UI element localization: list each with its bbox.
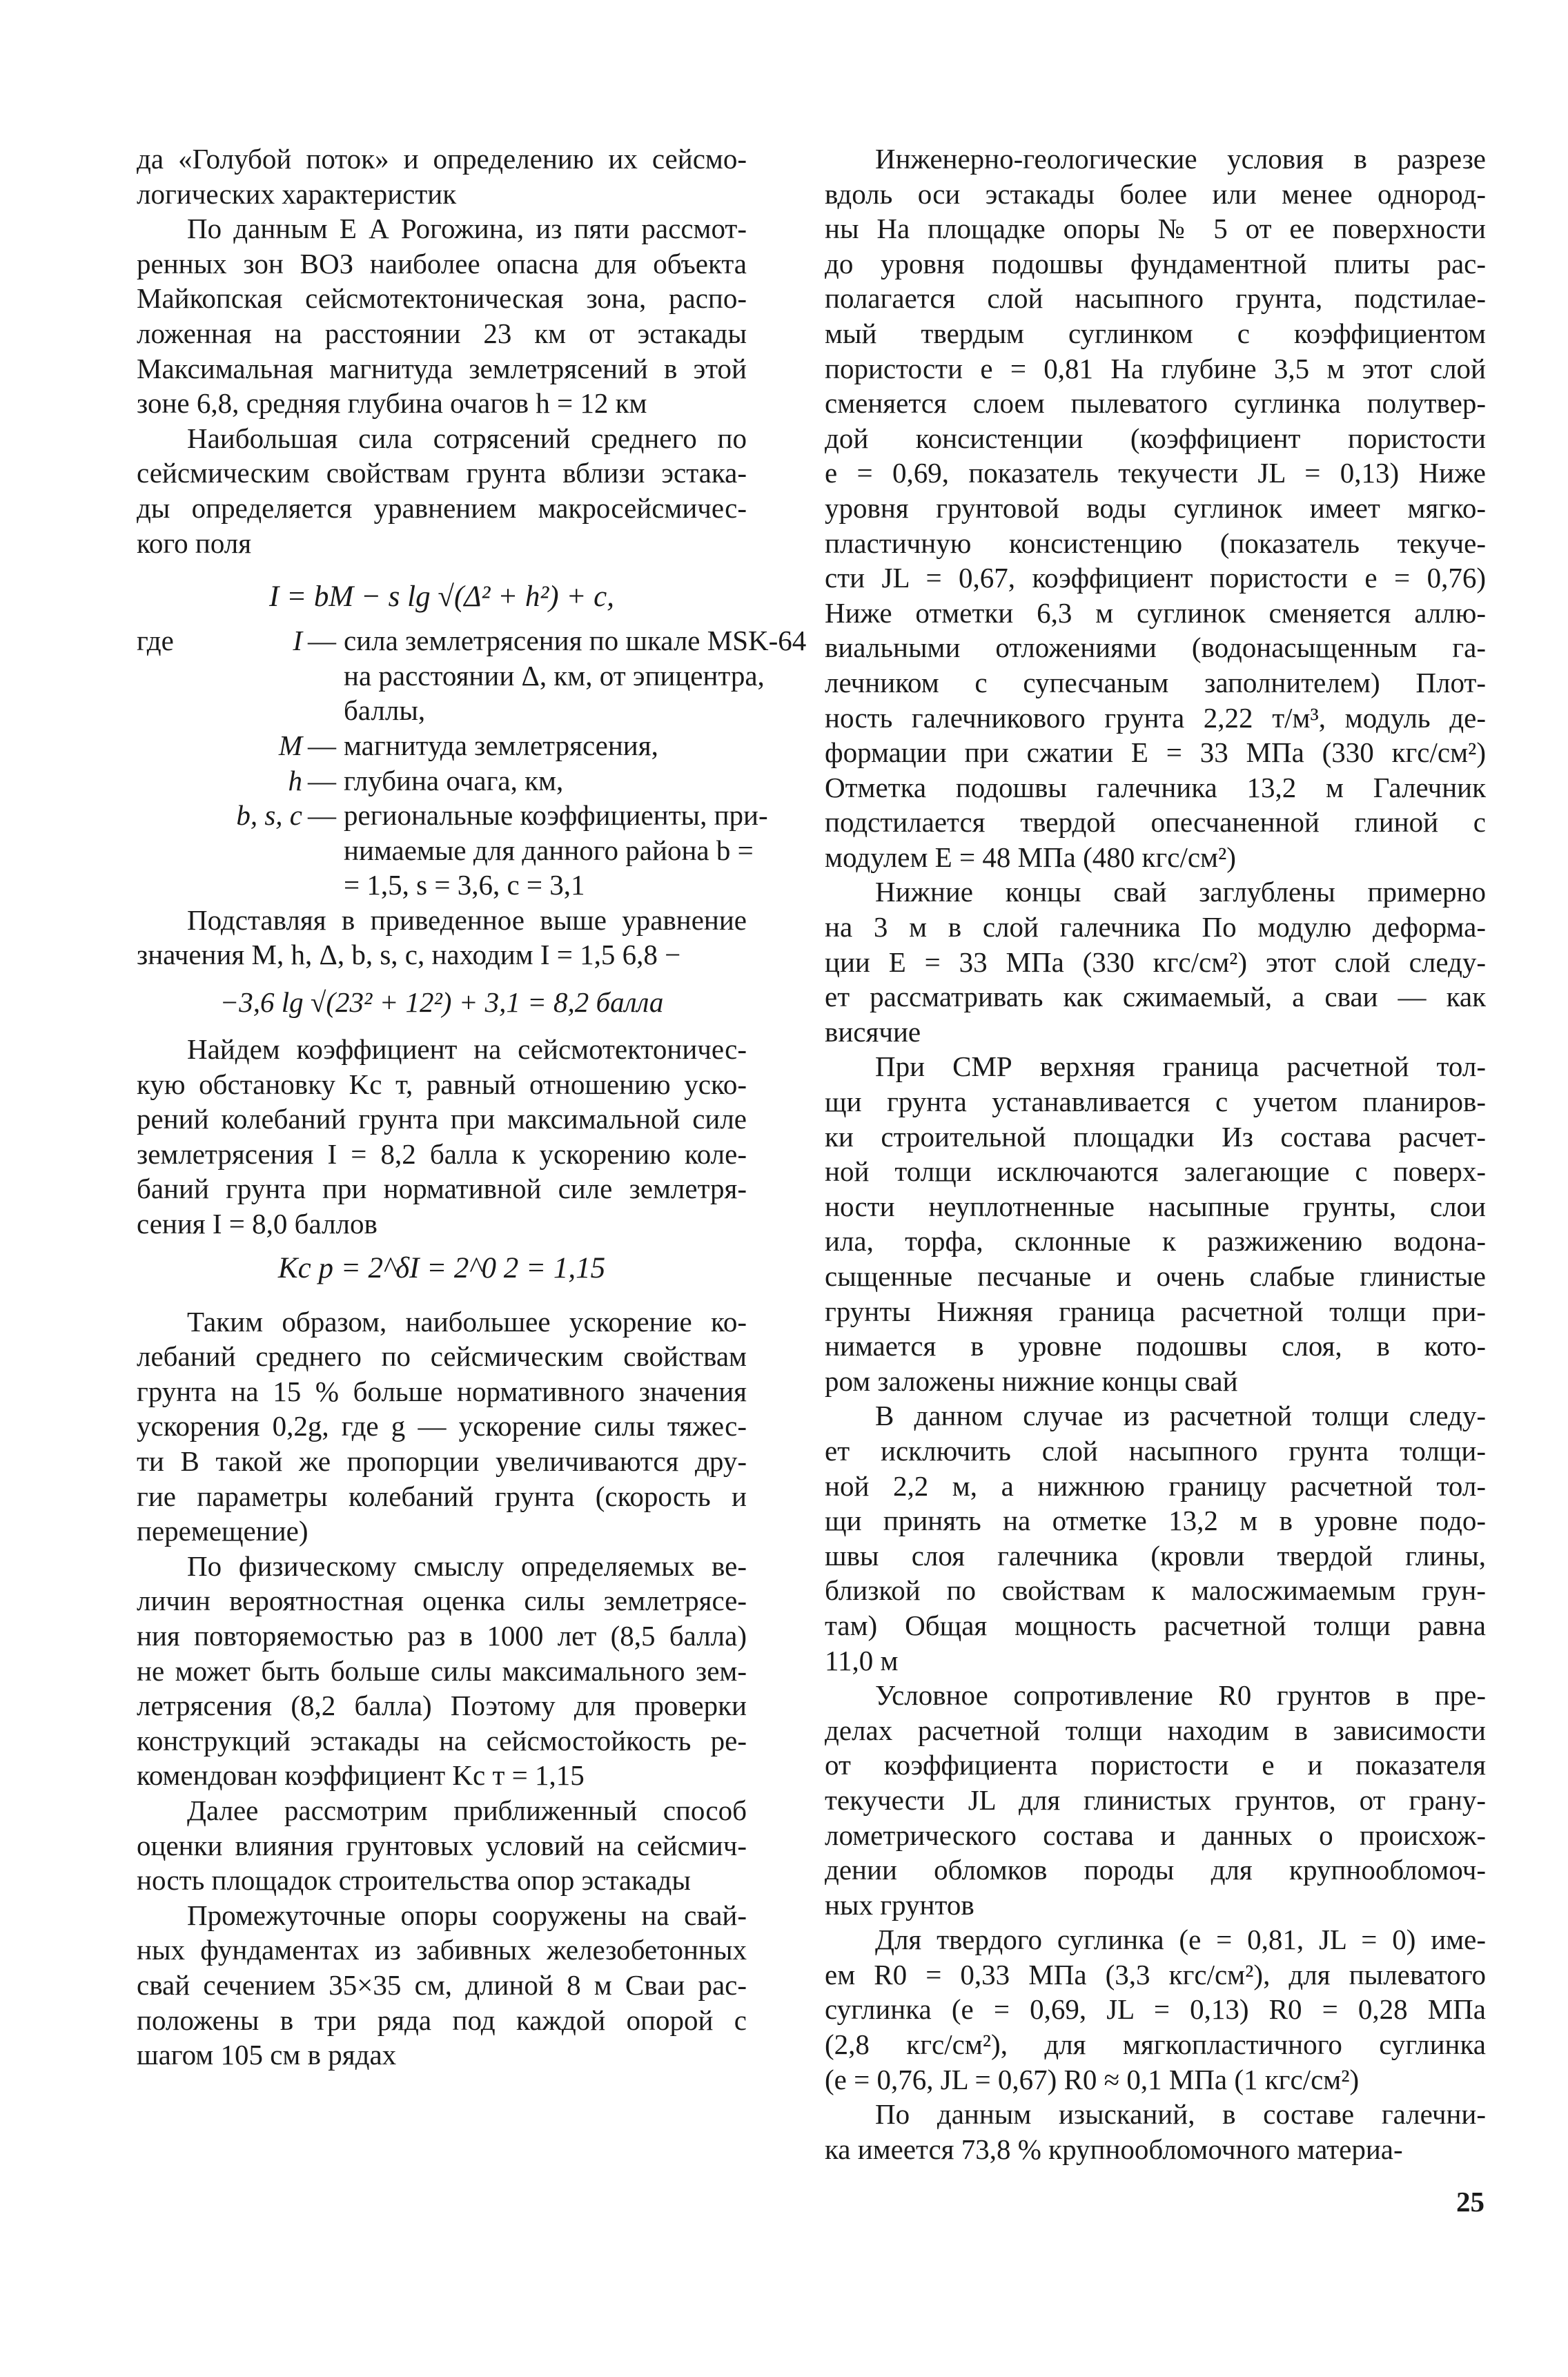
text-line: до уровня подошвы фундаментной плиты рас- — [825, 247, 1486, 280]
paragraph-rogozhin — [137, 211, 747, 421]
definition-text: сила землетрясения по шкале MSK-64 — [344, 625, 807, 657]
paragraph-max-shaking — [137, 421, 747, 560]
definition-row — [137, 728, 747, 763]
text-line: Наибольшая сила сотрясений среднего по — [187, 422, 747, 454]
text-line: лебаний среднего по сейсмическим свойствам — [137, 1340, 747, 1373]
text-line: землетрясения I = 8,2 балла к ускорению коле- — [137, 1137, 747, 1170]
text-line: ти В такой же пропорции увеличиваются дру- — [137, 1445, 747, 1477]
text-line: грунты Нижняя граница расчетной толщи при- — [825, 1295, 1486, 1327]
text-line: По данным Е А Рогожина, из пяти рассмот- — [187, 213, 747, 245]
text-line: По данным изысканий, в составе галечни- — [875, 2098, 1486, 2131]
text-line: виальными отложениями (водонасыщенным га- — [825, 632, 1486, 664]
text-line: модулем E = 48 МПа (480 кгс/см²) — [825, 841, 1236, 873]
text-line: зоне 6,8, средняя глубина очагов h = 12 км — [137, 387, 647, 420]
definitions-list — [137, 623, 807, 903]
text-line: ренных зон ВОЗ наиболее опасна для объекта — [137, 247, 747, 280]
definition-text: магнитуда землетрясения, — [344, 729, 658, 761]
text-line: там) Общая мощность расчетной толщи равна — [825, 1609, 1486, 1641]
definition-text: нимаемые для данного района b = — [344, 834, 754, 866]
text-line: уровня грунтовой воды суглинок имеет мягко- — [825, 491, 1486, 524]
paragraph-approximate-method — [137, 1793, 747, 1898]
left-column — [137, 141, 807, 2073]
definition-text: на расстоянии Δ, км, от эпицентра, — [344, 659, 765, 692]
definition-row — [137, 868, 747, 903]
definition-symbol: M — [278, 729, 302, 761]
definition-row — [137, 833, 754, 868]
text-line: полагается слой насыпного грунта, подстилае- — [825, 282, 1486, 315]
definition-symbol: b, s, c — [236, 799, 302, 832]
text-line: Найдем коэффициент на сейсмотектоничес- — [187, 1033, 747, 1066]
text-line: нимается в уровне подошвы слоя, в кото- — [825, 1330, 1486, 1362]
text-line: Условное сопротивление R0 грунтов в пре- — [875, 1679, 1486, 1712]
text-line: сыщенные песчаные и очень слабые глинистые — [825, 1260, 1486, 1292]
paragraph-coefficient — [137, 1032, 747, 1242]
text-line: кого поля — [137, 527, 252, 559]
text-line: щи принять на отметке 13,2 м в уровне подо- — [825, 1505, 1486, 1537]
formula-result: −3,6 lg √(23² + 12²) + 3,1 = 8,2 балла — [219, 986, 664, 1019]
paragraph-piles — [137, 1898, 747, 2073]
text-line: В данном случае из расчетной толщи следу- — [875, 1400, 1486, 1432]
paragraph-survey-data — [825, 2097, 1486, 2166]
text-line: гие параметры колебаний грунта (скорость и — [137, 1480, 747, 1512]
text-line: ции E = 33 МПа (330 кгс/см²) этот слой следу- — [825, 946, 1486, 978]
text-line: лометрического состава и данных о происхож- — [825, 1819, 1486, 1851]
text-line: ность площадок строительства опор эстакады — [137, 1864, 691, 1897]
text-line: формации при сжатии E = 33 МПа (330 кгс/см²) — [825, 736, 1486, 769]
text-line: ка имеется 73,8 % крупнообломочного материа- — [825, 2133, 1403, 2165]
text-line: Отметка подошвы галечника 13,2 м Галечник — [825, 771, 1486, 803]
text-line: делах расчетной толщи находим в зависимости — [825, 1714, 1486, 1746]
definition-text: баллы, — [344, 694, 426, 727]
text-line: ния повторяемостью раз в 1000 лет (8,5 балла) — [137, 1619, 747, 1652]
definition-row — [137, 658, 765, 694]
definition-dash: — — [308, 625, 336, 657]
definition-text: глубина очага, км, — [344, 764, 564, 796]
text-line: сения I = 8,0 баллов — [137, 1208, 378, 1240]
text-line: от коэффициента пористости e и показателя — [825, 1749, 1486, 1781]
text-line: ных грунтов — [825, 1888, 974, 1921]
text-line: 11,0 м — [825, 1644, 899, 1676]
text-line: швы слоя галечника (кровли твердой глины, — [825, 1539, 1486, 1572]
paragraph-loam-values — [825, 1922, 1486, 2097]
text-line: не может быть больше силы максимального зем- — [137, 1654, 747, 1687]
text-line: близкой по свойствам к малосжимаемым грун- — [825, 1574, 1486, 1607]
text-line: кую обстановку Kс т, равный отношению уско- — [137, 1068, 747, 1100]
definition-symbol: I — [293, 625, 302, 657]
text-line: Ниже отметки 6,3 м суглинок сменяется аллю- — [825, 596, 1486, 629]
text-line: конструкций эстакады на сейсмостойкость ре- — [137, 1724, 747, 1757]
text-line: ет исключить слой насыпного грунта толщи- — [825, 1434, 1486, 1467]
text-line: висячие — [825, 1015, 921, 1048]
definition-dash: — — [308, 729, 336, 761]
text-line: При СМР верхняя граница расчетной тол- — [875, 1050, 1486, 1083]
text-line: баний грунта при нормативной силе землетря- — [137, 1173, 747, 1205]
definition-symbol: h — [288, 764, 302, 796]
text-line: ности неуплотненные насыпные грунты, слои — [825, 1190, 1486, 1222]
paragraph-this-case — [825, 1398, 1486, 1678]
text-line: значения M, h, Δ, b, s, c, находим I = 1,5 6,8 − — [137, 939, 681, 971]
right-column — [825, 141, 1486, 2166]
text-line: положены в три ряда под каждой опорой с — [137, 2004, 747, 2036]
text-line: дой консистенции (коэффициент пористости — [825, 422, 1486, 454]
definition-row — [137, 763, 747, 799]
text-line: рений колебаний грунта при максимальной силе — [137, 1103, 747, 1135]
text-line: сти JL = 0,67, коэффициент пористости e = 0,76) — [825, 562, 1486, 594]
text-line: ем R0 = 0,33 МПа (3,3 кгс/см²), для пылеватого — [825, 1958, 1486, 1990]
definition-dash: — — [308, 799, 336, 832]
text-line: ной толщи исключаются залегающие с поверх- — [825, 1155, 1486, 1188]
formula-coefficient: Kс р = 2^δI = 2^0 2 = 1,15 — [277, 1251, 606, 1284]
text-line: свай сечением 35×35 см, длиной 8 м Сваи рас- — [137, 1968, 747, 2001]
text-line: сейсмическим свойствам грунта вблизи эстака- — [137, 457, 747, 489]
page-number: 25 — [1456, 2186, 1484, 2218]
text-line: подстилается твердой опесчаненной глиной с — [825, 806, 1486, 839]
text-line: Для твердого суглинка (e = 0,81, JL = 0) име- — [875, 1924, 1486, 1956]
text-line: ром заложены нижние концы свай — [825, 1364, 1238, 1397]
text-line: ложенная на расстоянии 23 км от эстакады — [137, 317, 747, 349]
where-word: где — [137, 625, 174, 657]
text-line: Далее рассмотрим приближенный способ — [187, 1794, 747, 1826]
definition-dash: — — [308, 764, 336, 796]
text-line: ки строительной площадки Из состава расчет- — [825, 1120, 1486, 1153]
text-line: комендован коэффициент Kс т = 1,15 — [137, 1759, 585, 1792]
text-line: личин вероятностная оценка силы землетрясе- — [137, 1585, 747, 1617]
text-line: Инженерно-геологические условия в разрезе — [875, 143, 1486, 175]
definition-row — [137, 798, 768, 833]
text-line: на 3 м в слой галечника По модулю деформа- — [825, 911, 1486, 943]
paragraph-acceleration — [137, 1304, 747, 1549]
definition-row — [137, 693, 747, 728]
text-line: Подставляя в приведенное выше уравнение — [187, 903, 747, 936]
formula-macroseismic: I = bM − s lg √(Δ² + h²) + c, — [269, 580, 614, 614]
paragraph-continuation — [137, 141, 747, 211]
paragraph-geology — [825, 141, 1486, 874]
text-line: e = 0,69, показатель текучести JL = 0,13) Ниже — [825, 457, 1486, 489]
definition-text: региональные коэффициенты, при- — [344, 799, 768, 832]
text-line: ных фундаментах из забивных железобетонных — [137, 1934, 747, 1966]
text-line: грунта на 15 % больше нормативного значения — [137, 1375, 747, 1407]
text-line: суглинка (e = 0,69, JL = 0,13) R0 = 0,28 МПа — [825, 1993, 1486, 2026]
paragraph-substituting — [137, 903, 747, 972]
paragraph-physical-meaning — [137, 1549, 747, 1793]
text-line: ды определяется уравнением макросейсмичес- — [137, 491, 747, 524]
text-line: мый твердым суглинком с коэффициентом — [825, 317, 1486, 349]
text-line: перемещение) — [137, 1515, 308, 1547]
text-line: пористости e = 0,81 На глубине 3,5 м этот слой — [825, 352, 1486, 384]
text-line: Таким образом, наибольшее ускорение ко- — [187, 1305, 747, 1338]
text-line: ны На площадке опоры № 5 от ее поверхности — [825, 213, 1486, 245]
text-line: шагом 105 см в рядах — [137, 2039, 397, 2071]
text-line: щи грунта устанавливается с учетом планиров- — [825, 1086, 1486, 1118]
paragraph-smr-boundary — [825, 1049, 1486, 1398]
paragraph-pile-ends — [825, 874, 1486, 1049]
text-line: Промежуточные опоры сооружены на свай- — [187, 1899, 747, 1931]
definition-row — [137, 623, 807, 658]
text-line: текучести JL для глинистых грунтов, от грану- — [825, 1783, 1486, 1816]
text-line: логических характеристик — [137, 177, 457, 210]
text-line: (e = 0,76, JL = 0,67) R0 ≈ 0,1 МПа (1 кгс/см²) — [825, 2063, 1360, 2095]
text-line: ет рассматривать как сжимаемый, а сваи — как — [825, 981, 1486, 1013]
text-line: оценки влияния грунтовых условий на сейсмич- — [137, 1829, 747, 1861]
text-line: Максимальная магнитуда землетрясений в этой — [137, 352, 747, 384]
text-line: Нижние концы свай заглублены примерно — [875, 876, 1486, 908]
text-line: летрясения (8,2 балла) Поэтому для проверки — [137, 1690, 747, 1722]
text-line: Майкопская сейсмотектоническая зона, распо- — [137, 282, 747, 315]
text-line: пластичную консистенцию (показатель текуче- — [825, 527, 1486, 559]
text-line: ность галечникового грунта 2,22 т/м³, модуль де- — [825, 701, 1486, 734]
text-line: да «Голубой поток» и определению их сейсмо- — [137, 143, 747, 175]
text-line: дении обломков породы для крупнообломоч- — [825, 1854, 1486, 1886]
text-line: ной 2,2 м, а нижнюю границу расчетной тол- — [825, 1469, 1486, 1502]
text-line: ускорения 0,2g, где g — ускорение силы тяжес- — [137, 1410, 747, 1442]
paragraph-conditional-resistance — [825, 1678, 1486, 1922]
definition-text: = 1,5, s = 3,6, c = 3,1 — [344, 869, 585, 901]
text-line: (2,8 кгс/см²), для мягкопластичного суглинка — [825, 2028, 1486, 2061]
text-line: лечником с супесчаным заполнителем) Плот- — [825, 666, 1486, 698]
text-line: сменяется слоем пылеватого суглинка полутвер- — [825, 387, 1486, 420]
text-line: вдоль оси эстакады более или менее однород- — [825, 177, 1486, 210]
text-line: По физическому смыслу определяемых ве- — [187, 1549, 747, 1582]
text-line: ила, торфа, склонные к разжижению водона- — [825, 1225, 1486, 1258]
